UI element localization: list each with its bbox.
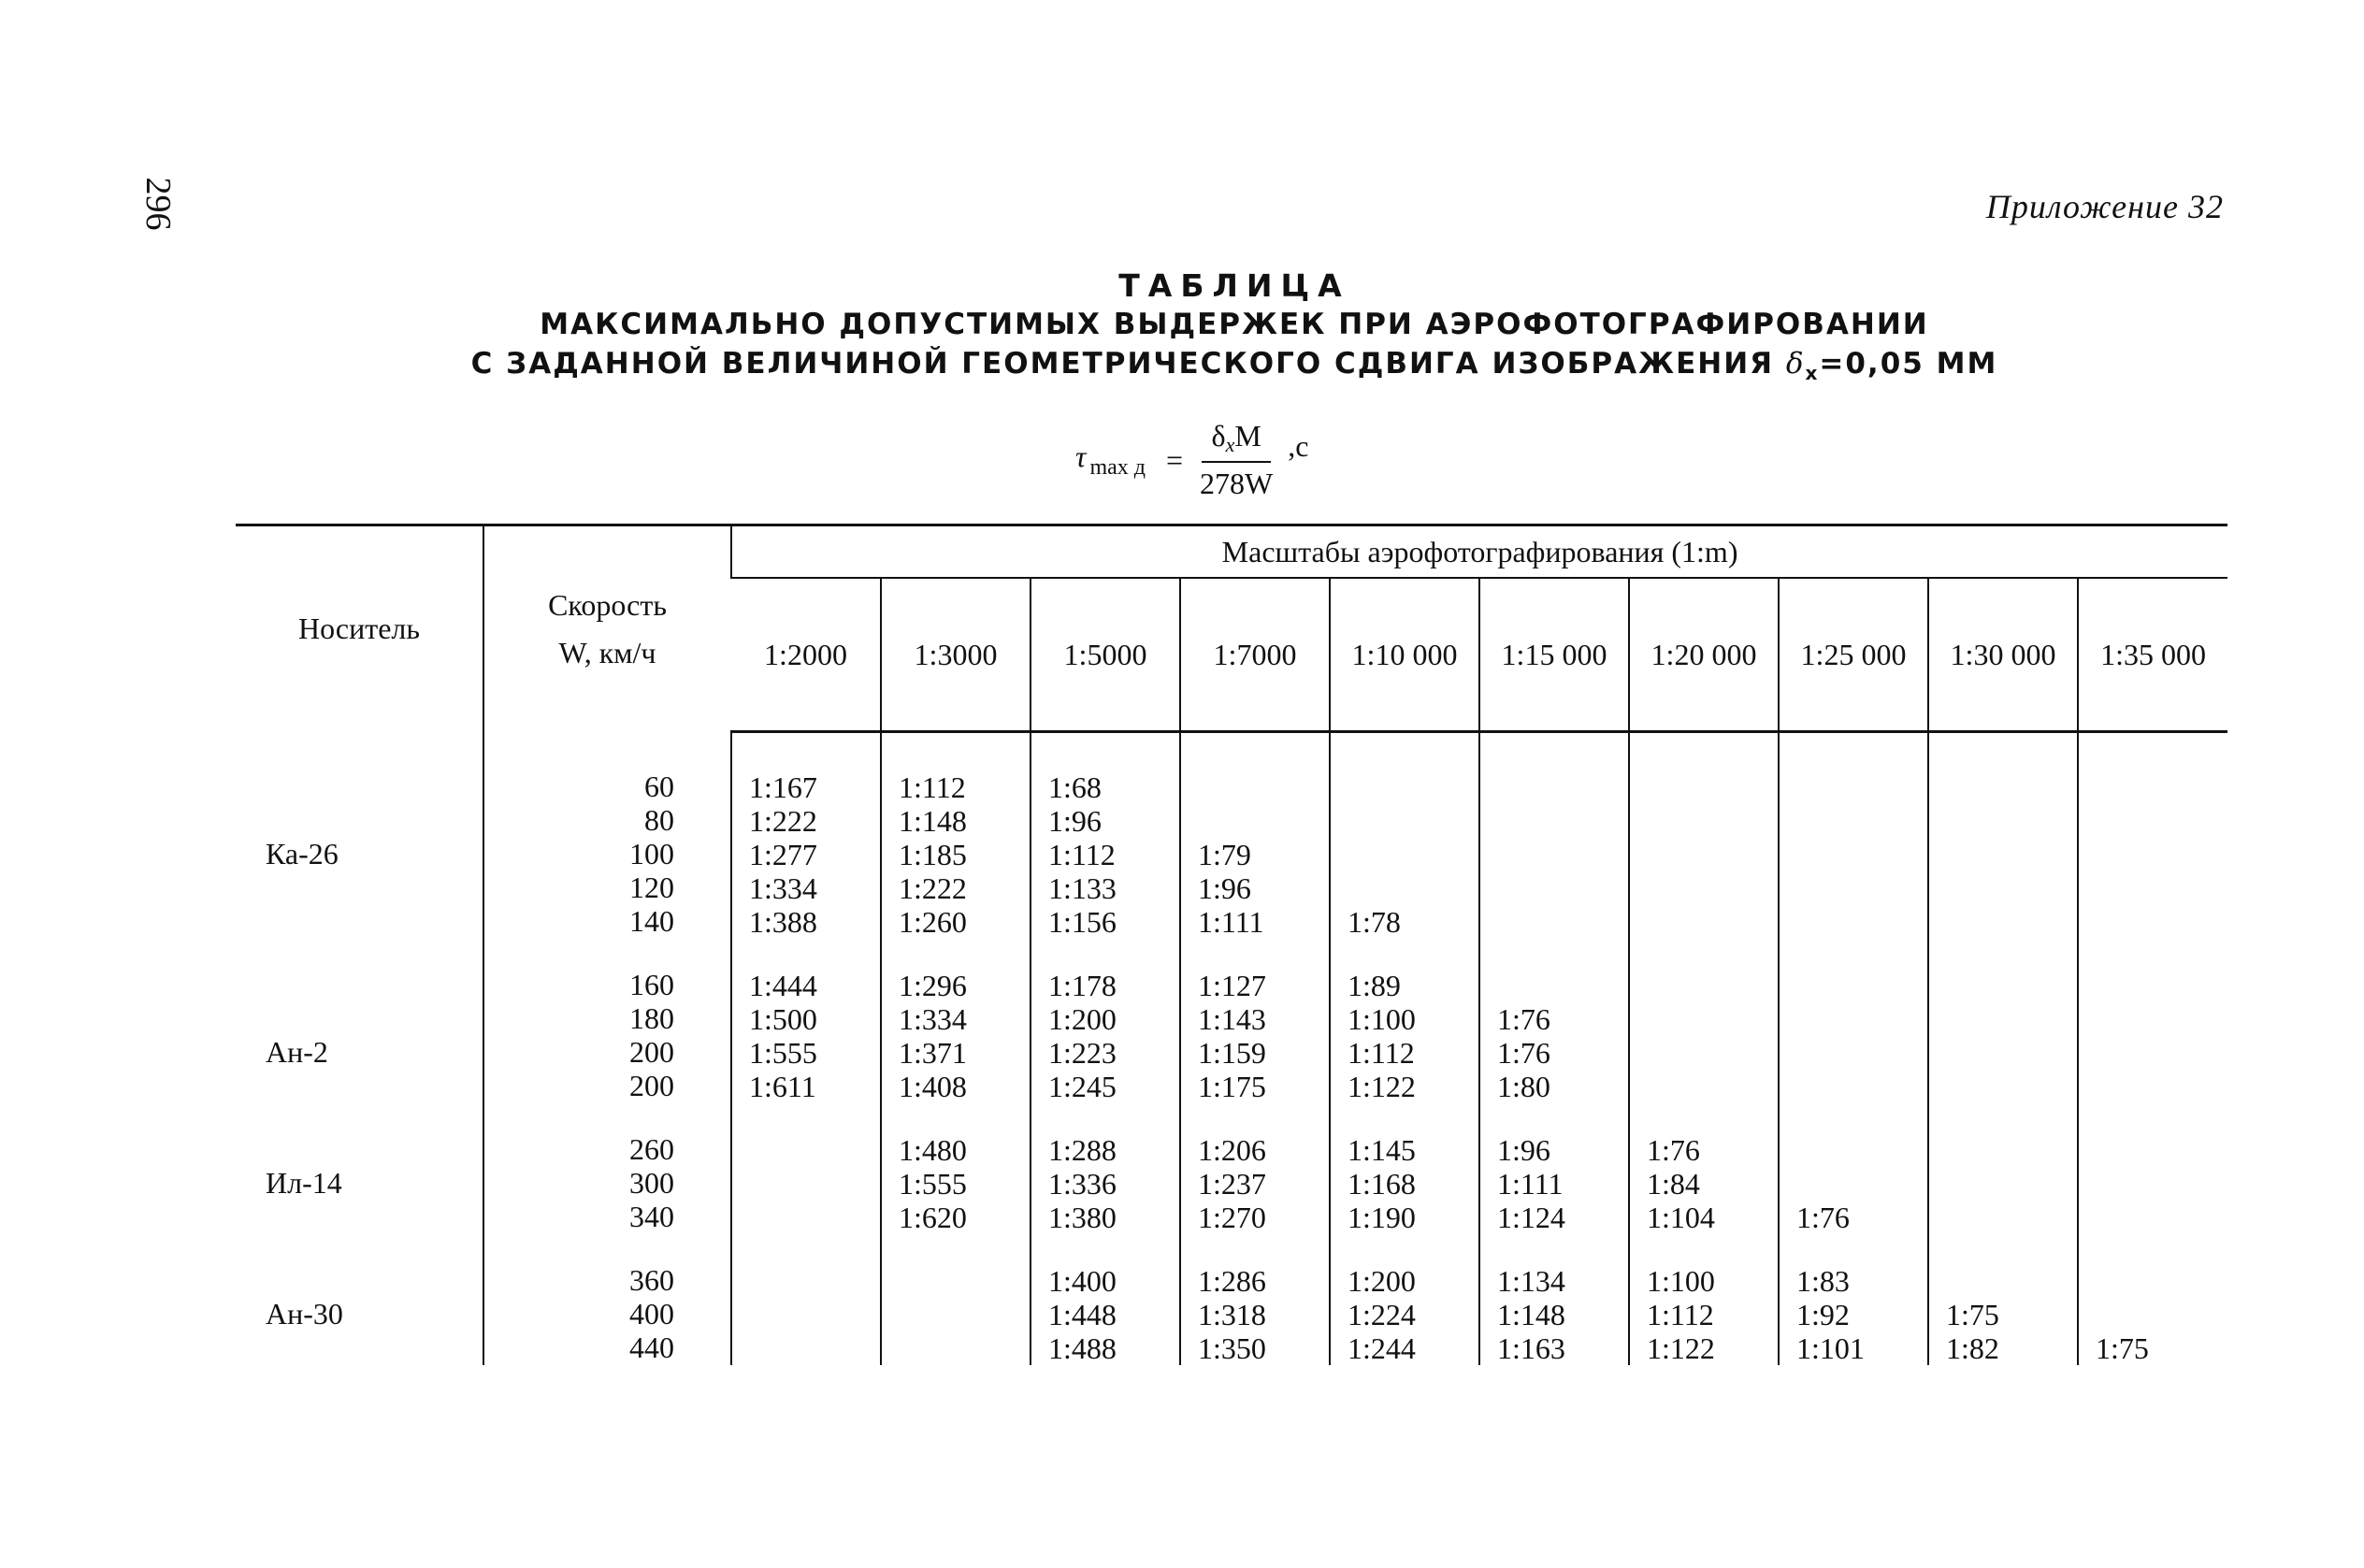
scale-value: 1:178 xyxy=(1048,969,1117,1002)
scale-value: 1:143 xyxy=(1198,1002,1266,1036)
formula-num-sub: x xyxy=(1225,433,1235,456)
speed-value: 120 xyxy=(629,870,674,904)
formula-lhs xyxy=(1075,439,1146,481)
scale-value xyxy=(1946,905,2077,939)
scale-value: 1:100 xyxy=(1348,1002,1416,1036)
speed-column xyxy=(483,732,731,1366)
carrier-column xyxy=(236,732,483,1366)
scale-value xyxy=(1946,770,2077,804)
speed-value: 60 xyxy=(644,769,674,803)
scale-value xyxy=(2096,838,2227,871)
table-title: ТАБЛИЦА xyxy=(1118,267,1350,304)
scale-value xyxy=(2096,1070,2227,1103)
carrier-name: Ка-26 xyxy=(266,836,339,870)
scale-value: 1:76 xyxy=(1497,1036,1550,1070)
scale-value xyxy=(899,1264,1030,1298)
scale-value: 1:408 xyxy=(899,1070,967,1103)
scale-column-7 xyxy=(1629,732,1779,1366)
scale-value xyxy=(2096,804,2227,838)
scale-value xyxy=(1946,1201,2077,1234)
scale-value xyxy=(1946,871,2077,905)
exposure-table xyxy=(236,524,2227,1365)
scale-value xyxy=(1796,838,1927,871)
scale-value: 1:96 xyxy=(1198,871,1251,905)
title-line-2 xyxy=(468,344,2001,393)
delta-symbol: δ xyxy=(1785,347,1806,381)
appendix-label: Приложение 32 xyxy=(1985,188,2224,225)
scale-value: 1:336 xyxy=(1048,1167,1117,1201)
delta-subscript: x xyxy=(1805,362,1820,385)
scale-value xyxy=(2096,1298,2227,1331)
carrier-name: Ил-14 xyxy=(266,1165,342,1200)
scale-value xyxy=(1946,1036,2077,1070)
scale-value xyxy=(749,1167,880,1201)
scale-value xyxy=(1946,1264,2077,1298)
formula xyxy=(1075,413,1308,507)
header-speed xyxy=(483,525,731,732)
scale-value: 1:68 xyxy=(1048,770,1102,804)
scale-value: 1:76 xyxy=(1497,1002,1550,1036)
scale-value: 1:237 xyxy=(1198,1167,1266,1201)
formula-lhs-subscript: max д xyxy=(1089,455,1146,480)
scale-value: 1:100 xyxy=(1647,1264,1715,1298)
scale-value: 1:286 xyxy=(1198,1264,1266,1298)
scale-value: 1:380 xyxy=(1048,1201,1117,1234)
scale-value xyxy=(1647,770,1778,804)
carrier-blank xyxy=(266,904,483,938)
carrier-blank xyxy=(266,1200,483,1233)
carrier-blank xyxy=(266,870,483,904)
scale-value: 1:104 xyxy=(1647,1201,1715,1234)
scale-value: 1:112 xyxy=(1647,1298,1714,1331)
speed-value: 140 xyxy=(629,903,674,938)
scale-value xyxy=(1796,905,1927,939)
scale-value: 1:84 xyxy=(1647,1167,1700,1201)
scale-value: 1:200 xyxy=(1048,1002,1117,1036)
formula-tau: τ xyxy=(1075,439,1087,473)
scale-header: 1:5000 xyxy=(1031,578,1180,732)
scale-header: 1:10 000 xyxy=(1330,578,1479,732)
formula-equals: = xyxy=(1165,442,1184,477)
carrier-name: Ан-30 xyxy=(266,1296,343,1331)
scale-value: 1:78 xyxy=(1348,905,1401,939)
delta-value: =0,05 ММ xyxy=(1819,347,1998,381)
scale-value: 1:127 xyxy=(1198,969,1266,1002)
header-row-1 xyxy=(236,525,2227,579)
scale-value: 1:76 xyxy=(1796,1201,1850,1234)
scale-value: 1:75 xyxy=(1946,1298,1999,1331)
scale-value xyxy=(1946,969,2077,1002)
scale-value xyxy=(1647,838,1778,871)
scale-value: 1:185 xyxy=(899,838,967,871)
scale-value xyxy=(2096,1036,2227,1070)
scale-value: 1:112 xyxy=(1348,1036,1415,1070)
scale-value: 1:222 xyxy=(899,871,967,905)
scale-value xyxy=(1946,1002,2077,1036)
scale-value xyxy=(749,1331,880,1365)
speed-value: 200 xyxy=(629,1034,674,1069)
scale-column-6 xyxy=(1479,732,1629,1366)
scale-column-8 xyxy=(1779,732,1928,1366)
scale-value: 1:122 xyxy=(1647,1331,1715,1365)
scale-value: 1:190 xyxy=(1348,1201,1416,1234)
scale-value: 1:101 xyxy=(1796,1331,1865,1365)
scale-value xyxy=(1348,838,1478,871)
scale-value: 1:159 xyxy=(1198,1036,1266,1070)
carrier-blank xyxy=(266,1331,483,1364)
scale-value: 1:92 xyxy=(1796,1298,1850,1331)
scale-value: 1:79 xyxy=(1198,838,1251,871)
scale-value xyxy=(1497,838,1628,871)
scale-value xyxy=(899,1298,1030,1331)
scale-value xyxy=(1946,1167,2077,1201)
scale-header: 1:15 000 xyxy=(1479,578,1629,732)
scale-value: 1:555 xyxy=(749,1036,817,1070)
scale-value: 1:222 xyxy=(749,804,817,838)
scale-value xyxy=(1796,804,1927,838)
scale-value xyxy=(749,1298,880,1331)
scale-value: 1:555 xyxy=(899,1167,967,1201)
scale-header: 1:25 000 xyxy=(1779,578,1928,732)
scale-value: 1:111 xyxy=(1198,905,1264,939)
scale-header: 1:30 000 xyxy=(1928,578,2078,732)
scale-value: 1:75 xyxy=(2096,1331,2149,1365)
scale-value: 1:156 xyxy=(1048,905,1117,939)
scale-value: 1:200 xyxy=(1348,1264,1416,1298)
scale-value: 1:96 xyxy=(1497,1133,1550,1167)
scale-header: 1:35 000 xyxy=(2078,578,2227,732)
scale-header: 1:2000 xyxy=(731,578,881,732)
scale-value xyxy=(1647,969,1778,1002)
scale-value xyxy=(2096,871,2227,905)
scale-value: 1:371 xyxy=(899,1036,967,1070)
scale-value xyxy=(1647,804,1778,838)
scale-column-3 xyxy=(1031,732,1180,1366)
scale-value xyxy=(1796,770,1927,804)
formula-fraction xyxy=(1200,419,1273,501)
scale-value xyxy=(1497,804,1628,838)
scale-value: 1:444 xyxy=(749,969,817,1002)
scale-value xyxy=(1647,1002,1778,1036)
scale-value: 1:112 xyxy=(1048,838,1116,871)
carrier-blank xyxy=(266,968,483,1001)
scale-value: 1:76 xyxy=(1647,1133,1700,1167)
scale-value xyxy=(1946,804,2077,838)
carrier-blank xyxy=(266,1132,483,1166)
header-scales: Масштабы аэрофотографирования (1:m) xyxy=(731,525,2227,579)
scale-value xyxy=(1796,1002,1927,1036)
scale-value: 1:122 xyxy=(1348,1070,1416,1103)
formula-numerator xyxy=(1202,419,1270,463)
scale-value xyxy=(1796,1133,1927,1167)
scale-column-4 xyxy=(1180,732,1330,1366)
speed-value: 100 xyxy=(629,836,674,870)
formula-num-m: M xyxy=(1234,419,1261,453)
scale-value: 1:175 xyxy=(1198,1070,1266,1103)
scale-value xyxy=(2096,1167,2227,1201)
carrier-blank xyxy=(266,803,483,837)
scale-value: 1:350 xyxy=(1198,1331,1266,1365)
speed-value: 160 xyxy=(629,967,674,1001)
scale-value: 1:224 xyxy=(1348,1298,1416,1331)
speed-value: 260 xyxy=(629,1131,674,1166)
scale-value: 1:223 xyxy=(1048,1036,1117,1070)
scale-value: 1:112 xyxy=(899,770,966,804)
scale-header: 1:3000 xyxy=(881,578,1031,732)
scale-header: 1:7000 xyxy=(1180,578,1330,732)
page-number: 296 xyxy=(138,177,178,231)
scale-value: 1:620 xyxy=(899,1201,967,1234)
title-line-1: МАКСИМАЛЬНО ДОПУСТИМЫХ ВЫДЕРЖЕК ПРИ АЭРОФОТОГРАФИРОВАНИИ xyxy=(540,308,1929,341)
scale-value xyxy=(1796,1036,1927,1070)
scale-column-1 xyxy=(731,732,881,1366)
scale-value xyxy=(1497,871,1628,905)
scale-column-9 xyxy=(1928,732,2078,1366)
scale-value xyxy=(1647,1070,1778,1103)
scale-value: 1:480 xyxy=(899,1133,967,1167)
scale-value: 1:168 xyxy=(1348,1167,1416,1201)
speed-value: 340 xyxy=(629,1199,674,1233)
scale-value: 1:82 xyxy=(1946,1331,1999,1365)
scale-value xyxy=(2096,1201,2227,1234)
scale-value xyxy=(1198,770,1329,804)
scale-value xyxy=(1647,1036,1778,1070)
title-line-2-text: С ЗАДАННОЙ ВЕЛИЧИНОЙ ГЕОМЕТРИЧЕСКОГО СДВИГА ИЗОБРАЖЕНИЯ xyxy=(470,347,1775,381)
scale-column-5 xyxy=(1330,732,1479,1366)
scale-value: 1:89 xyxy=(1348,969,1401,1002)
scale-value: 1:288 xyxy=(1048,1133,1117,1167)
header-speed-line1: Скорость xyxy=(548,587,667,622)
scale-value: 1:318 xyxy=(1198,1298,1266,1331)
scale-value xyxy=(1348,770,1478,804)
speed-value: 200 xyxy=(629,1068,674,1102)
carrier-blank xyxy=(266,1263,483,1297)
scale-header: 1:20 000 xyxy=(1629,578,1779,732)
carrier-name: Ан-2 xyxy=(266,1034,328,1069)
scale-value: 1:206 xyxy=(1198,1133,1266,1167)
scale-value xyxy=(1497,770,1628,804)
carrier-blank xyxy=(266,770,483,803)
scale-value: 1:270 xyxy=(1198,1201,1266,1234)
speed-value: 80 xyxy=(644,802,674,837)
scale-value: 1:134 xyxy=(1497,1264,1565,1298)
scale-value xyxy=(2096,1133,2227,1167)
header-carrier: Носитель xyxy=(236,525,483,732)
scale-value: 1:260 xyxy=(899,905,967,939)
scale-value xyxy=(749,1201,880,1234)
scale-value xyxy=(749,1264,880,1298)
scale-value xyxy=(2096,905,2227,939)
scale-value xyxy=(1946,1070,2077,1103)
scale-value xyxy=(2096,969,2227,1002)
scale-value: 1:148 xyxy=(1497,1298,1565,1331)
formula-denominator: 278W xyxy=(1200,467,1274,500)
scale-value xyxy=(1497,905,1628,939)
scale-value xyxy=(749,1133,880,1167)
scale-value xyxy=(2096,770,2227,804)
carrier-blank xyxy=(266,1001,483,1035)
scale-value xyxy=(1796,1070,1927,1103)
scale-value xyxy=(1647,905,1778,939)
scale-value xyxy=(1497,969,1628,1002)
scale-value: 1:145 xyxy=(1348,1133,1416,1167)
scale-value xyxy=(1796,1167,1927,1201)
scale-value xyxy=(1348,871,1478,905)
scale-value xyxy=(2096,1002,2227,1036)
speed-value: 300 xyxy=(629,1165,674,1200)
scale-value xyxy=(1946,838,2077,871)
scale-value: 1:334 xyxy=(899,1002,967,1036)
scale-value: 1:334 xyxy=(749,871,817,905)
scale-value: 1:388 xyxy=(749,905,817,939)
scale-value: 1:500 xyxy=(749,1002,817,1036)
scale-value xyxy=(1647,871,1778,905)
scale-column-10 xyxy=(2078,732,2227,1366)
formula-unit: ,c xyxy=(1288,428,1309,463)
scale-column-2 xyxy=(881,732,1031,1366)
scale-value: 1:448 xyxy=(1048,1298,1117,1331)
scale-value xyxy=(1946,1133,2077,1167)
scale-value: 1:296 xyxy=(899,969,967,1002)
scale-value: 1:611 xyxy=(749,1070,816,1103)
scale-value xyxy=(1796,969,1927,1002)
title-block xyxy=(468,267,2001,393)
scale-value: 1:96 xyxy=(1048,804,1102,838)
header-speed-line2: W, км/ч xyxy=(558,635,656,669)
scale-value xyxy=(1348,804,1478,838)
scale-value: 1:167 xyxy=(749,770,817,804)
scale-value: 1:148 xyxy=(899,804,967,838)
scale-value: 1:163 xyxy=(1497,1331,1565,1365)
scale-value xyxy=(899,1331,1030,1365)
scale-value: 1:244 xyxy=(1348,1331,1416,1365)
speed-value: 360 xyxy=(629,1262,674,1297)
scale-value: 1:245 xyxy=(1048,1070,1117,1103)
formula-num-delta: δ xyxy=(1211,419,1226,453)
carrier-blank xyxy=(266,1069,483,1102)
speed-value: 400 xyxy=(629,1296,674,1331)
scale-value: 1:111 xyxy=(1497,1167,1564,1201)
scale-value: 1:400 xyxy=(1048,1264,1117,1298)
scale-value xyxy=(1198,804,1329,838)
scale-value: 1:83 xyxy=(1796,1264,1850,1298)
speed-value: 180 xyxy=(629,1000,674,1035)
table-body-row xyxy=(236,732,2227,1366)
scale-value xyxy=(2096,1264,2227,1298)
scale-value: 1:124 xyxy=(1497,1201,1565,1234)
scale-value: 1:488 xyxy=(1048,1331,1117,1365)
scale-value: 1:80 xyxy=(1497,1070,1550,1103)
speed-value: 440 xyxy=(629,1330,674,1364)
scale-value xyxy=(1796,871,1927,905)
scale-value: 1:277 xyxy=(749,838,817,871)
scale-value: 1:133 xyxy=(1048,871,1117,905)
